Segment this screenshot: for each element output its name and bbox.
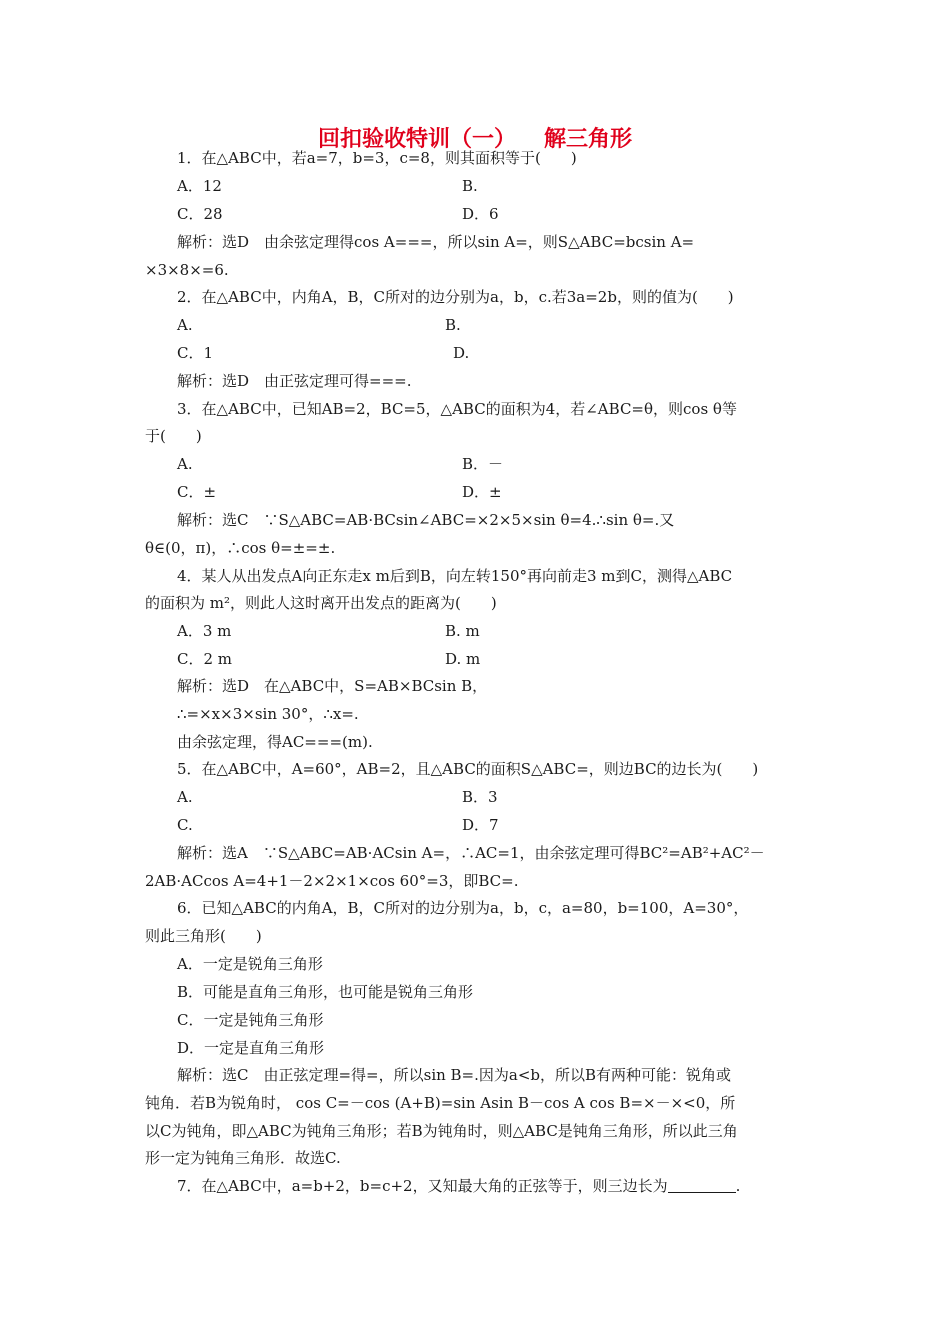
q7-stem [177,1176,740,1196]
q4-option-b: B. m [445,622,480,640]
q1-option-c: C．28 [177,205,223,223]
q6-solution-line-1: 解析：选C 由正弦定理=得=，所以sin B=.因为a<b，所以B有两种可能：锐角或 [177,1066,732,1084]
title-main: 回扣验收特训（一） [317,127,516,152]
q4-solution-line-1: 解析：选D 在△ABC中，S=AB×BCsin B， [177,677,488,695]
q2-option-d: D. [453,344,470,362]
q5-stem: 5．在△ABC中，A=60°，AB=2，且△ABC的面积S△ABC=，则边BC的边长为( ) [177,760,759,778]
q6-solution-line-3: 以C为钝角，即△ABC为钝角三角形；若B为钝角时，则△ABC是钝角三角形，所以此三角 [145,1122,738,1140]
q6-stem-line-2: 则此三角形( ) [145,927,262,945]
q5-option-c: C. [177,816,193,834]
q3-stem-line-1: 3．在△ABC中，已知AB=2，BC=5，△ABC的面积为4，若∠ABC=θ，则cos θ等 [177,400,737,418]
answer-blank[interactable] [668,1178,736,1193]
q4-solution-line-3: 由余弦定理，得AC===(m). [177,733,373,751]
q2-solution-line-1: 解析：选D 由正弦定理可得===. [177,372,412,390]
q1-option-b: B. [462,177,478,195]
q4-option-d: D. m [445,650,481,668]
q1-solution-line-1: 解析：选D 由余弦定理得cos A===，所以sin A=，则S△ABC=bcsin A= [177,233,695,251]
q4-stem-line-1: 4．某人从出发点A向正东走x m后到B，向左转150°再向前走3 m到C，测得△ABC [177,567,733,585]
q1-option-a: A．12 [177,177,222,195]
q2-option-a: A. [177,316,193,334]
q7-stem-text: 7．在△ABC中，a=b+2，b=c+2，又知最大角的正弦等于，则三边长为 [177,1177,668,1195]
q5-solution-line-2: 2AB·ACcos A=4+1－2×2×1×cos 60°=3，即BC=. [145,872,519,890]
q2-option-b: B. [445,316,461,334]
q6-solution-line-2: 钝角．若B为锐角时， cos C=－cos (A+B)=sin Asin B－cos A cos B=×－×<0，所 [145,1094,736,1112]
q5-option-a: A. [177,788,193,806]
q1-solution-line-2: ×3×8×=6. [145,261,229,279]
q6-option-a: A．一定是锐角三角形 [177,955,323,973]
q3-option-c: C．± [177,483,217,501]
q6-option-d: D．一定是直角三角形 [177,1039,325,1057]
q3-option-a: A. [177,455,193,473]
q1-stem: 1．在△ABC中，若a=7，b=3，c=8，则其面积等于( ) [177,149,577,167]
title-sub: 解三角形 [544,127,633,152]
q6-option-c: C．一定是钝角三角形 [177,1011,324,1029]
q4-option-c: C．2 m [177,650,233,668]
q4-solution-line-2: ∴=×x×3×sin 30°，∴x=. [177,705,359,723]
q3-stem-line-2: 于( ) [145,427,202,445]
q4-stem-line-2: 的面积为 m²，则此人这时离开出发点的距离为( ) [145,594,497,612]
q5-option-b: B．3 [462,788,498,806]
q6-solution-line-4: 形一定为钝角三角形．故选C. [145,1149,341,1167]
q2-stem: 2．在△ABC中，内角A，B，C所对的边分别为a，b，c.若3a=2b，则的值为( ) [177,288,734,306]
q7-stem-end: . [735,1177,741,1195]
q3-option-b: B．－ [462,455,504,473]
q3-solution-line-2: θ∈(0，π)，∴cos θ=±=±. [145,539,336,557]
q1-option-d: D．6 [462,205,499,223]
q5-solution-line-1: 解析：选A ∵S△ABC=AB·ACsin A=，∴AC=1，由余弦定理可得BC²=AB²+AC²－ [177,844,765,862]
q6-option-b: B．可能是直角三角形，也可能是锐角三角形 [177,983,474,1001]
q6-stem-line-1: 6．已知△ABC的内角A，B，C所对的边分别为a，b，c，a=80，b=100，A=30°， [177,899,749,917]
q3-solution-line-1: 解析：选C ∵S△ABC=AB·BCsin∠ABC=×2×5×sin θ=4.∴sin θ=.又 [177,511,675,529]
q3-option-d: D．± [462,483,502,501]
q4-option-a: A．3 m [177,622,232,640]
q2-option-c: C．1 [177,344,214,362]
q5-option-d: D．7 [462,816,499,834]
